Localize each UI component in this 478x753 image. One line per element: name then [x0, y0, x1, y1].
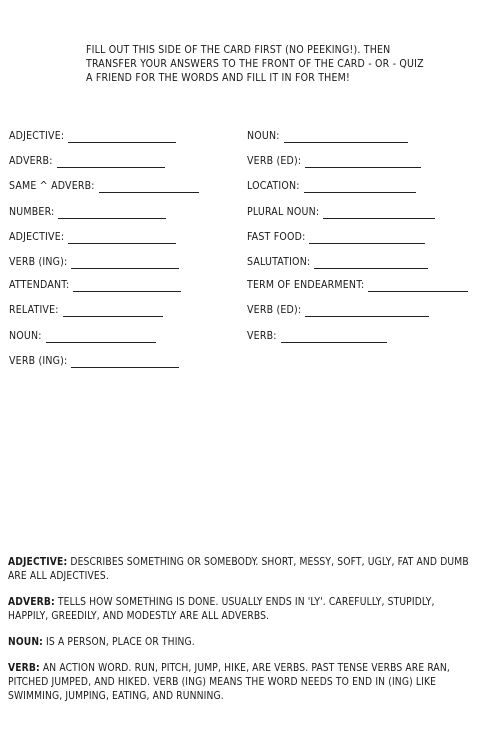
answer-blank[interactable] — [284, 132, 408, 143]
answer-blank[interactable] — [368, 281, 468, 292]
definition-term: NOUN: — [8, 637, 43, 648]
definition-term: ADVERB: — [8, 597, 55, 608]
field-label: VERB (ING): — [9, 256, 68, 268]
field-label: LOCATION: — [247, 180, 300, 192]
field-verb-ing-1 — [9, 256, 179, 269]
definition-text: DESCRIBES SOMETHING OR SOMEBODY. SHORT, MESSY, SOFT, UGLY, FAT AND DUMB ARE ALL ADJECTIVES. — [8, 557, 469, 582]
field-label: FAST FOOD: — [247, 231, 306, 243]
field-salutation — [247, 256, 428, 269]
field-attendant — [9, 279, 181, 292]
field-same-adverb — [9, 180, 199, 193]
field-label: RELATIVE: — [9, 304, 59, 316]
field-label: SAME ^ ADVERB: — [9, 180, 95, 192]
field-label: VERB (ED): — [247, 155, 302, 167]
answer-blank[interactable] — [58, 208, 166, 219]
answer-blank[interactable] — [314, 258, 428, 269]
answer-blank[interactable] — [46, 332, 156, 343]
field-label: NOUN: — [247, 130, 280, 142]
field-label: ADVERB: — [9, 155, 53, 167]
field-label: TERM OF ENDEARMENT: — [247, 279, 365, 291]
answer-blank[interactable] — [63, 306, 163, 317]
answer-blank[interactable] — [305, 157, 421, 168]
field-location — [247, 180, 416, 193]
field-adverb — [9, 155, 165, 168]
field-verb-ing-2 — [9, 355, 179, 368]
field-relative — [9, 304, 163, 317]
answer-blank[interactable] — [304, 182, 416, 193]
definition-verb — [8, 662, 470, 704]
field-term-of-endearment — [247, 279, 468, 292]
field-label: ADJECTIVE: — [9, 130, 65, 142]
instructions-text: FILL OUT THIS SIDE OF THE CARD FIRST (NO PEEKING!). THEN TRANSFER YOUR ANSWERS TO THE FRONT OF THE CARD - OR - QUIZ A FRIEND FOR THE WORDS AND FILL IT IN FOR THEM! — [86, 44, 424, 84]
answer-blank[interactable] — [309, 233, 425, 244]
answer-blank[interactable] — [71, 258, 179, 269]
field-label: ADJECTIVE: — [9, 231, 65, 243]
field-number — [9, 206, 166, 219]
answer-blank[interactable] — [71, 357, 179, 368]
answer-blank[interactable] — [281, 332, 387, 343]
answer-blank[interactable] — [73, 281, 181, 292]
field-plural-noun — [247, 206, 435, 219]
definition-adjective — [8, 556, 470, 584]
field-label: NUMBER: — [9, 206, 55, 218]
field-fast-food — [247, 231, 425, 244]
answer-blank[interactable] — [68, 132, 176, 143]
field-verb — [247, 330, 387, 343]
definition-term: ADJECTIVE: — [8, 557, 68, 568]
answer-blank[interactable] — [68, 233, 176, 244]
definition-text: IS A PERSON, PLACE OR THING. — [43, 637, 195, 648]
answer-blank[interactable] — [57, 157, 165, 168]
definition-noun — [8, 636, 470, 650]
answer-blank[interactable] — [323, 208, 435, 219]
field-adjective-2 — [9, 231, 176, 244]
field-adjective-1 — [9, 130, 176, 143]
field-label: VERB (ED): — [247, 304, 302, 316]
field-label: SALUTATION: — [247, 256, 311, 268]
definition-adverb — [8, 596, 470, 624]
field-noun — [9, 330, 156, 343]
field-label: VERB: — [247, 330, 277, 342]
definitions — [8, 556, 470, 716]
field-label: VERB (ING): — [9, 355, 68, 367]
definition-text: TELLS HOW SOMETHING IS DONE. USUALLY ENDS IN 'LY'. CAREFULLY, STUPIDLY, HAPPILY, GREEDILY, AND MODESTLY ARE ALL ADVERBS. — [8, 597, 435, 622]
field-label: ATTENDANT: — [9, 279, 70, 291]
field-label: NOUN: — [9, 330, 42, 342]
field-verb-ed-1 — [247, 155, 421, 168]
field-verb-ed-2 — [247, 304, 429, 317]
answer-blank[interactable] — [99, 182, 199, 193]
field-label: PLURAL NOUN: — [247, 206, 320, 218]
answer-blank[interactable] — [305, 306, 429, 317]
definition-term: VERB: — [8, 663, 40, 674]
definition-text: AN ACTION WORD. RUN, PITCH, JUMP, HIKE, ARE VERBS. PAST TENSE VERBS ARE RAN, PITCHED JUMPED, AND HIKED. VERB (ING) MEANS THE WORD NEEDS TO END IN (ING) LIKE SWIMMING, JUMPING, EATING, AND RUNNING. — [8, 663, 450, 702]
field-noun-right — [247, 130, 408, 143]
